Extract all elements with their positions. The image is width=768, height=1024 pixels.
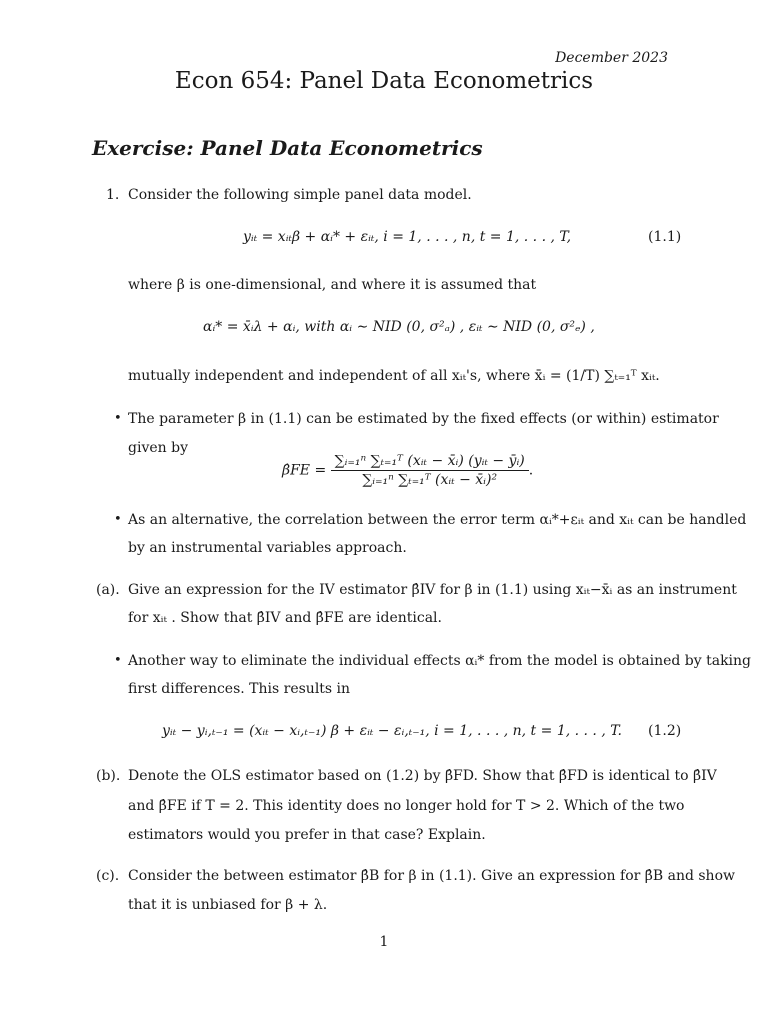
part-b-line-1: Denote the OLS estimator based on (1.2) by β̂FD. Show that β̂FD is identical to β̂IV <box>128 768 717 784</box>
document-date: December 2023 <box>555 50 668 66</box>
independence-text: mutually independent and independent of all xᵢₜ's, where x̄ᵢ = (1/T) ∑ₜ₌₁ᵀ xᵢₜ. <box>128 368 660 384</box>
equation-period: . <box>528 462 534 479</box>
bullet-marker: • <box>114 411 122 426</box>
part-c-line-2: that it is unbiased for β + λ. <box>128 897 328 913</box>
bullet-2-line-1: As an alternative, the correlation between the error term αᵢ*+εᵢₜ and xᵢₜ can be handled <box>128 512 747 528</box>
bullet-marker: • <box>114 653 122 668</box>
equation-number-1-2: (1.2) <box>648 723 682 739</box>
assumption-equation: αᵢ* = x̄ᵢλ + αᵢ, with αᵢ ∼ NID (0, σ²ₐ) , εᵢₜ ∼ NID (0, σ²ₑ) , <box>203 319 595 335</box>
question-intro: Consider the following simple panel data model. <box>128 187 472 203</box>
part-a-label: (a). <box>96 582 120 598</box>
question-number: 1. <box>106 187 120 203</box>
bullet-3-line-1: Another way to eliminate the individual effects αᵢ* from the model is obtained by taking <box>128 653 752 669</box>
fixed-effects-lhs: β̂FE = <box>282 462 327 479</box>
equation-1-1: yᵢₜ = xᵢₜβ + αᵢ* + εᵢₜ, i = 1, . . . , n, t = 1, . . . , T, <box>243 229 572 245</box>
part-b-line-3: estimators would you prefer in that case? Explain. <box>128 827 486 843</box>
bullet-1-line-1: The parameter β in (1.1) can be estimated by the fixed effects (or within) estimator <box>128 411 719 427</box>
part-b-label: (b). <box>96 768 121 784</box>
bullet-1-line-2: given by <box>128 440 188 456</box>
equation-number-1-1: (1.1) <box>648 229 682 245</box>
bullet-marker: • <box>114 512 122 527</box>
fraction-numerator: ∑ᵢ₌₁ⁿ ∑ₜ₌₁ᵀ (xᵢₜ − x̄ᵢ) (yᵢₜ − ȳᵢ) <box>331 452 529 471</box>
bullet-2-line-2: by an instrumental variables approach. <box>128 540 407 556</box>
part-c-line-1: Consider the between estimator β̂B for β in (1.1). Give an expression for β̂B and show <box>128 868 735 884</box>
page-title: Econ 654: Panel Data Econometrics <box>174 68 594 94</box>
part-c-label: (c). <box>96 868 120 884</box>
where-text: where β is one-dimensional, and where it is assumed that <box>128 277 537 293</box>
part-a-line-2: for xᵢₜ . Show that β̂IV and β̂FE are identical. <box>128 610 442 626</box>
part-b-line-2: and β̂FE if T = 2. This identity does no longer hold for T > 2. Which of the two <box>128 798 685 814</box>
bullet-3-line-2: first differences. This results in <box>128 681 351 697</box>
fixed-effects-fraction <box>331 452 529 489</box>
fixed-effects-estimator-equation <box>282 452 533 489</box>
fraction-denominator: ∑ᵢ₌₁ⁿ ∑ₜ₌₁ᵀ (xᵢₜ − x̄ᵢ)² <box>362 472 498 488</box>
equation-1-2: yᵢₜ − yᵢ,ₜ₋₁ = (xᵢₜ − xᵢ,ₜ₋₁) β + εᵢₜ − εᵢ,ₜ₋₁, i = 1, . . . , n, t = 1, . . . , T. <box>162 723 622 739</box>
page-number: 1 <box>379 934 389 950</box>
part-a-line-1: Give an expression for the IV estimator β̂IV for β in (1.1) using xᵢₜ−x̄ᵢ as an instrument <box>128 582 737 598</box>
exercise-heading: Exercise: Panel Data Econometrics <box>92 136 483 160</box>
